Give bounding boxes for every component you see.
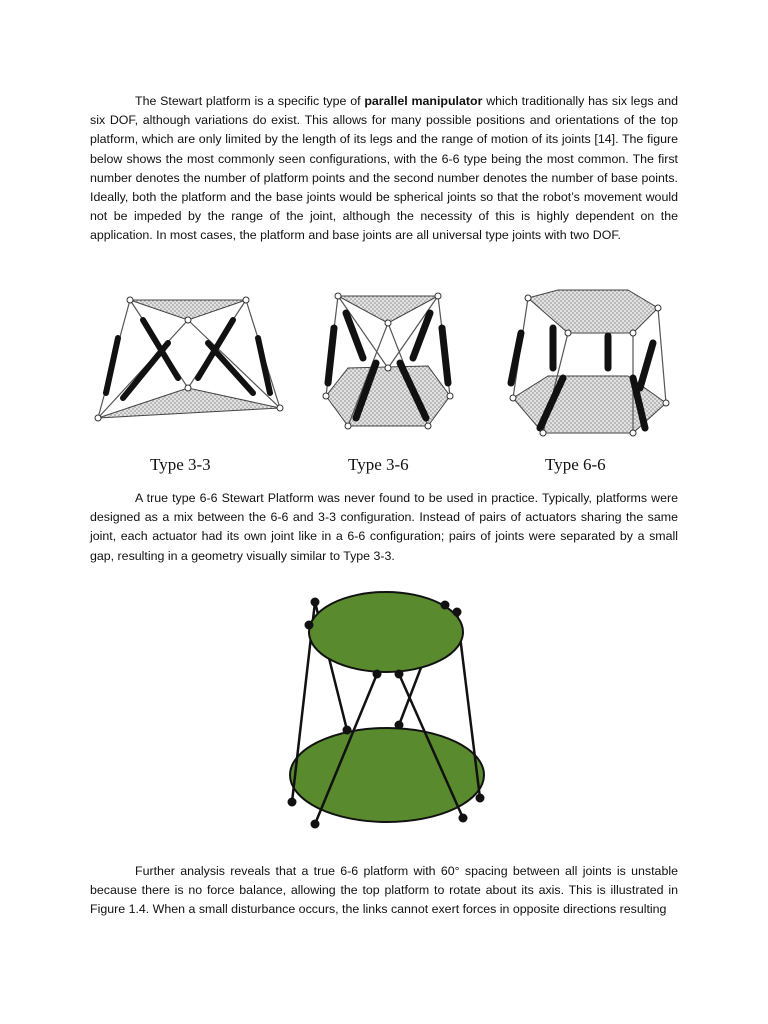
paragraph-type-6-6-practice: A true type 6-6 Stewart Platform was never found to be used in practice. Typically, platforms were designed as a mix between the 6-6 and 3-3 configuration. Instead of pairs of actuators sharing the same joint, each actuator had its own joint like in a 6-6 configuration; pairs of joints were separated by a small gap, resulting in a geometry visually similar to Type 3-3. [90,491,678,563]
stewart-types-figure [88,288,688,478]
caption-type-3-6: Type 3-6 [348,455,409,474]
green-platform-figure [282,590,492,830]
caption-type-3-3: Type 3-3 [150,455,211,474]
type-3-6-diagram [323,293,453,429]
paragraph-further-analysis: Further analysis reveals that a true 6-6 platform with 60° spacing between all joints is unstable because there is no force balance, allowing the top platform to rotate about its axis. This is illustrated in Figure 1.4. When a small disturbance occurs, the links cannot exert forces in opposite directions resulting [90,864,678,917]
caption-type-6-6: Type 6-6 [545,455,606,474]
bold-term: parallel manipulator [364,94,483,108]
type-3-3-diagram [95,297,283,421]
type-6-6-diagram [510,290,669,436]
paragraph-stewart-intro: The Stewart platform is a specific type of parallel manipulator which traditionally has six legs and six DOF, although variations do exist. This allows for many possible positions and orientations of the top platform, which are only limited by the length of its legs and the range of motion of its joints [14]. The figure below shows the most commonly seen configurations, with the 6-6 type being the most common. The first number denotes the number of platform points and the second number denotes the number of base points. Ideally, both the platform and the base joints would be spherical joints so that the robot’s movement would not be impeded by the range of the joint, although the necessity of this is highly dependent on the application. In most cases, the platform and base joints are all universal type joints with two DOF. [90,94,678,243]
